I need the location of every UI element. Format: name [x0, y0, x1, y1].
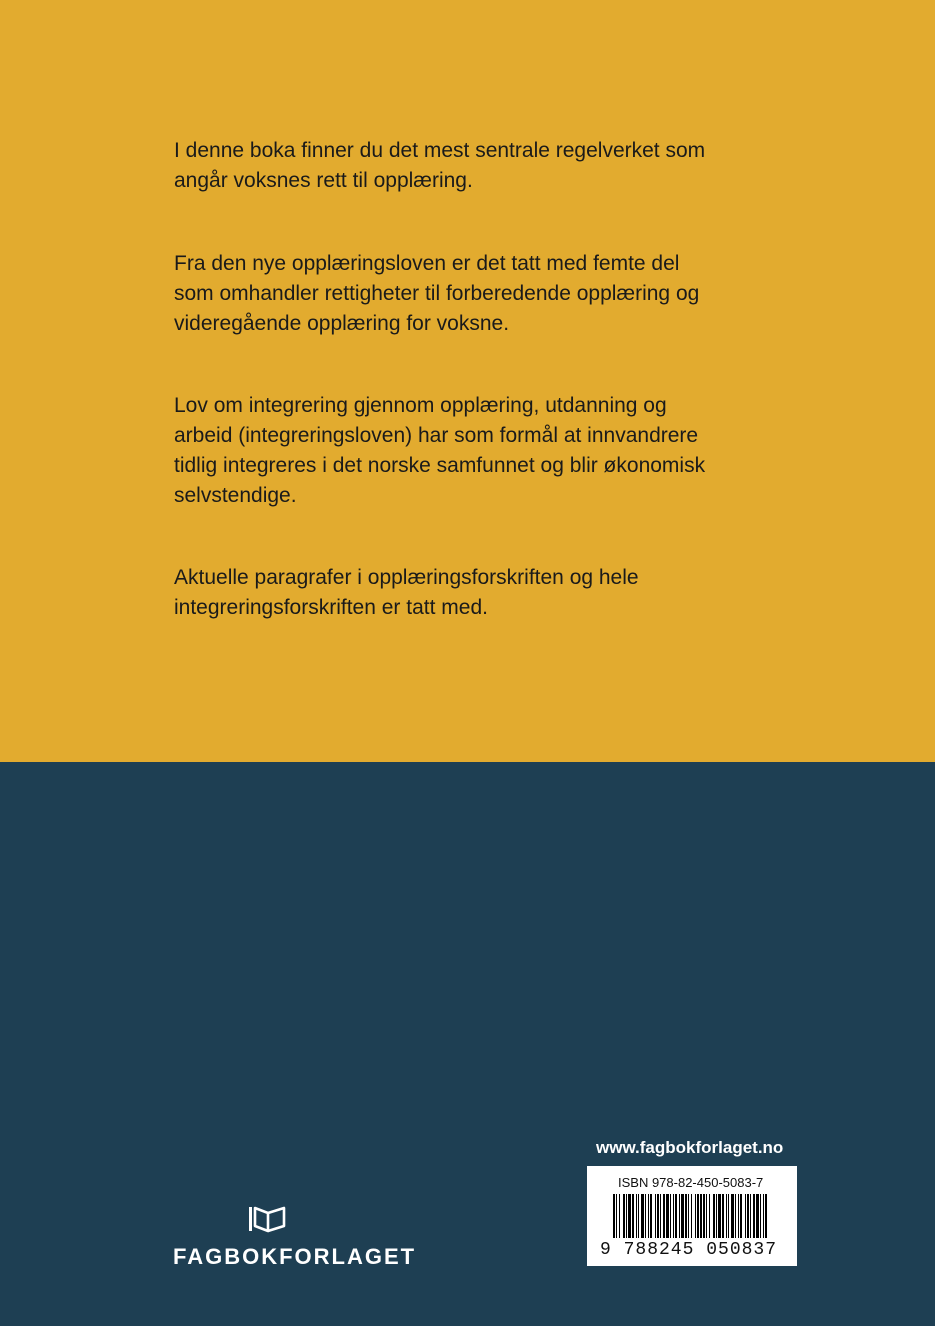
- barcode-bar: [731, 1194, 734, 1238]
- barcode-bar: [765, 1194, 767, 1238]
- publisher-name: FAGBOKFORLAGET: [173, 1244, 417, 1269]
- barcode-bar: [670, 1194, 671, 1238]
- barcode-bar: [700, 1194, 702, 1238]
- barcode-bar: [645, 1194, 646, 1238]
- barcode-box: [587, 1166, 797, 1266]
- barcode-bar: [726, 1194, 727, 1238]
- barcode-bar: [753, 1194, 755, 1238]
- barcode-bar: [709, 1194, 710, 1238]
- barcode-bar: [703, 1194, 705, 1238]
- barcode-bar: [673, 1194, 674, 1238]
- barcode-bar: [660, 1194, 661, 1238]
- barcode-bar: [713, 1194, 715, 1238]
- barcode-bar: [632, 1194, 634, 1238]
- barcode-bar: [613, 1194, 615, 1238]
- open-book-icon: [248, 1204, 288, 1234]
- blurb-paragraph-3: Lov om integrering gjennom opplæring, utdanning og arbeid (integreringsloven) har som formål at innvandrere tidlig integreres i det norske samfunnet og blir økonomisk selvstendige.: [174, 394, 706, 507]
- barcode-bar: [655, 1194, 656, 1238]
- blurb-paragraph-2: Fra den nye opplæringsloven er det tatt med femte del som omhandler rettigheter til forberedende opplæring og videregående opplæring for voksne.: [174, 252, 700, 335]
- barcode-bar: [760, 1194, 761, 1238]
- barcode-bar: [650, 1194, 652, 1238]
- barcode-bar: [750, 1194, 751, 1238]
- barcode-bar: [685, 1194, 687, 1238]
- barcode-digits: 9 788245 050837: [600, 1240, 778, 1260]
- barcode-bar: [728, 1194, 729, 1238]
- barcode-bar: [688, 1194, 689, 1238]
- barcode-bar: [745, 1194, 746, 1238]
- blurb-paragraph-4: Aktuelle paragrafer i opplæringsforskriften og hele integreringsforskriften er tatt med.: [174, 566, 639, 619]
- barcode-bar: [623, 1194, 625, 1238]
- barcode-bar: [735, 1194, 736, 1238]
- barcode-bar: [675, 1194, 677, 1238]
- barcode-bar: [695, 1194, 696, 1238]
- barcode-bar: [619, 1194, 620, 1238]
- barcode-bar: [681, 1194, 684, 1238]
- barcode-bar: [626, 1194, 627, 1238]
- barcode-bar: [648, 1194, 649, 1238]
- barcode-bar: [738, 1194, 739, 1238]
- barcode-bar: [756, 1194, 759, 1238]
- blurb-paragraph-1: I denne boka finner du det mest sentrale regelverket som angår voksnes rett til opplæring.: [174, 139, 706, 192]
- barcode-bar: [628, 1194, 631, 1238]
- barcode-bar: [616, 1194, 617, 1238]
- barcode-bar: [722, 1194, 724, 1238]
- publisher-url[interactable]: www.fagbokforlaget.no: [596, 1138, 784, 1157]
- isbn-label: ISBN 978-82-450-5083-7: [618, 1175, 764, 1190]
- barcode-bar: [636, 1194, 637, 1238]
- barcode-bar: [666, 1194, 669, 1238]
- barcode-bar: [763, 1194, 764, 1238]
- barcode-bar: [641, 1194, 644, 1238]
- barcode-bar: [663, 1194, 665, 1238]
- barcode-bar: [691, 1194, 692, 1238]
- barcode-bar: [697, 1194, 699, 1238]
- barcode-bar: [747, 1194, 749, 1238]
- barcode-bar: [706, 1194, 707, 1238]
- barcode-bar: [716, 1194, 717, 1238]
- barcode-bar: [679, 1194, 680, 1238]
- barcode-bar: [657, 1194, 659, 1238]
- barcode-bar: [638, 1194, 639, 1238]
- barcode-bar: [718, 1194, 721, 1238]
- barcode-bar: [740, 1194, 742, 1238]
- barcode: [613, 1194, 773, 1238]
